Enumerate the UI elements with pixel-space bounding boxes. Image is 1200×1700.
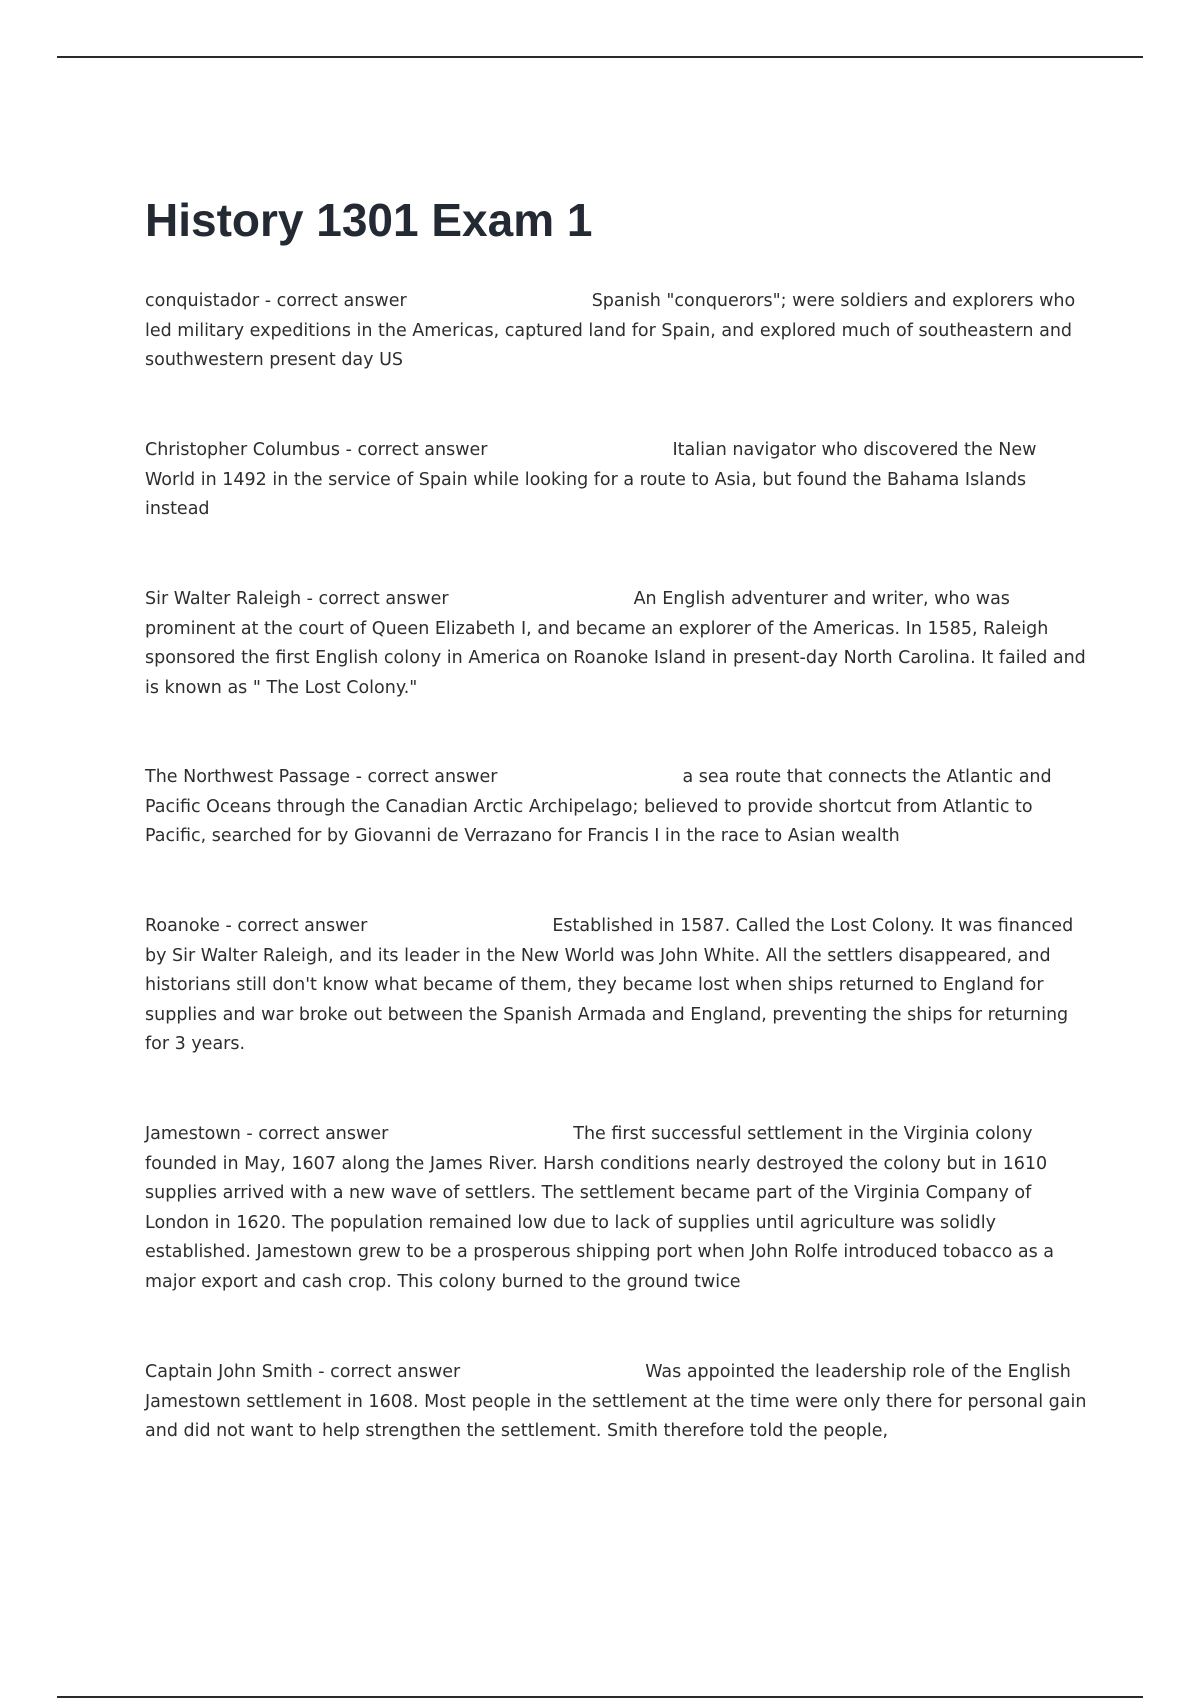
- entry-term: The Northwest Passage - correct answer: [145, 767, 498, 787]
- entry-definition: Established in 1587. Called the Lost Colony. It was financed by Sir Walter Raleigh, and its leader in the New World was John White. All the settlers disappeared, and historians still don't know what became of them, they became lost when ships returned to England for supplies and war broke out between the Spanish Armada and England, preventing the ships for returning for 3 years.: [145, 916, 1074, 1054]
- entry-definition: Spanish "conquerors"; were soldiers and explorers who led military expeditions in the Americas, captured land for Spain, and explored much of southeastern and southwestern present day US: [145, 291, 1076, 370]
- page-title: History 1301 Exam 1: [145, 194, 593, 246]
- entry-term: Christopher Columbus - correct answer: [145, 440, 488, 460]
- entry-term: conquistador - correct answer: [145, 291, 407, 311]
- entry-term: Roanoke - correct answer: [145, 916, 368, 936]
- footer-rule: [57, 1696, 1143, 1698]
- flashcard-entry: [145, 287, 1090, 376]
- entry-term: Jamestown - correct answer: [145, 1124, 389, 1144]
- entry-term: Sir Walter Raleigh - correct answer: [145, 589, 449, 609]
- entry-definition: a sea route that connects the Atlantic and Pacific Oceans through the Canadian Arctic Archipelago; believed to provide shortcut from Atlantic to Pacific, searched for by Giovanni de Verrazano for Francis I in the race to Asian wealth: [145, 767, 1052, 846]
- header-rule: [57, 56, 1143, 58]
- entry-definition: Was appointed the leadership role of the English Jamestown settlement in 1608. Most people in the settlement at the time were only there for personal gain and did not want to help strengthen the settlement. Smith therefore told the people,: [145, 1362, 1087, 1441]
- entry-definition: The first successful settlement in the Virginia colony founded in May, 1607 along the James River. Harsh conditions nearly destroyed the colony but in 1610 supplies arrived with a new wave of settlers. The settlement became part of the Virginia Company of London in 1620. The population remained low due to lack of supplies until agriculture was solidly established. Jamestown grew to be a prosperous shipping port when John Rolfe introduced tobacco as a major export and cash crop. This colony burned to the ground twice: [145, 1124, 1055, 1292]
- flashcard-entry: [145, 436, 1090, 525]
- flashcard-entry: [145, 763, 1090, 852]
- entry-term: Captain John Smith - correct answer: [145, 1362, 461, 1382]
- flashcard-entry: [145, 1358, 1090, 1447]
- entry-definition: Italian navigator who discovered the New World in 1492 in the service of Spain while looking for a route to Asia, but found the Bahama Islands instead: [145, 440, 1037, 519]
- entry-definition: An English adventurer and writer, who was prominent at the court of Queen Elizabeth I, and became an explorer of the Americas. In 1585, Raleigh sponsored the first English colony in America on Roanoke Island in present-day North Carolina. It failed and is known as " The Lost Colony.": [145, 589, 1086, 698]
- flashcard-entry: [145, 1120, 1090, 1297]
- flashcard-entry: [145, 585, 1090, 703]
- flashcard-entry: [145, 912, 1090, 1060]
